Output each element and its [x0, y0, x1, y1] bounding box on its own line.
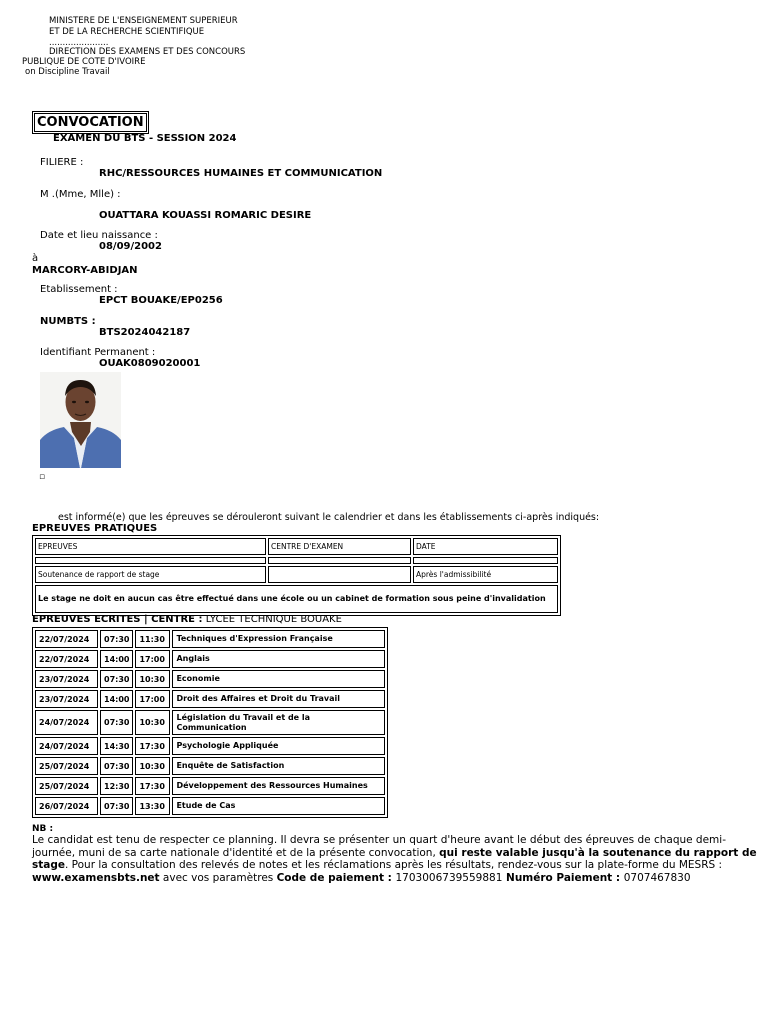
- end-time: 17:00: [135, 650, 170, 668]
- num-label: Numéro Paiement :: [502, 871, 624, 884]
- start-time: 07:30: [100, 630, 133, 648]
- row-centre: [268, 566, 411, 583]
- ecrites-center: LYCEE TECHNIQUE BOUAKE: [205, 614, 342, 625]
- start-time: 14:00: [100, 690, 133, 708]
- exam-date: 22/07/2024: [35, 650, 98, 668]
- nb-text-3: avec vos paramètres: [159, 871, 277, 884]
- start-time: 12:30: [100, 777, 133, 795]
- name-label: M .(Mme, Mlle) :: [40, 189, 121, 200]
- num-value: 0707467830: [623, 871, 691, 884]
- nb-label: NB :: [32, 824, 54, 834]
- empty-cell: [35, 557, 266, 564]
- end-time: 10:30: [135, 710, 170, 735]
- table-row: [35, 630, 385, 648]
- ministry-line-2: ET DE LA RECHERCHE SCIENTIFIQUE: [49, 27, 205, 37]
- table-row: [35, 777, 385, 795]
- exam-date: 22/07/2024: [35, 630, 98, 648]
- table-row: [35, 585, 558, 613]
- subject: Etude de Cas: [172, 797, 385, 815]
- code-label: Code de paiement :: [276, 871, 396, 884]
- filiere-label: FILIERE :: [40, 157, 84, 168]
- table-row: [35, 650, 385, 668]
- table-row: [35, 557, 558, 564]
- col-centre: CENTRE D'EXAMEN: [268, 538, 411, 555]
- numbts-label: NUMBTS :: [40, 316, 96, 327]
- exam-date: 23/07/2024: [35, 670, 98, 688]
- table-row: [35, 566, 558, 583]
- subject: Droit des Affaires et Droit du Travail: [172, 690, 385, 708]
- exam-date: 25/07/2024: [35, 757, 98, 775]
- start-time: 07:30: [100, 710, 133, 735]
- end-time: 17:30: [135, 737, 170, 755]
- empty-cell: [268, 557, 411, 564]
- table-row: [35, 797, 385, 815]
- col-date: DATE: [413, 538, 558, 555]
- empty-cell: [413, 557, 558, 564]
- start-time: 07:30: [100, 797, 133, 815]
- nb-text-1: Le candidat est tenu de respecter ce planning. Il devra se présenter un quart d'heure avant le début des épreuves de chaque demi-journée, muni de sa carte nationale d'identité et de la présente convocation,: [32, 834, 726, 859]
- birth-label: Date et lieu naissance :: [40, 230, 158, 241]
- small-square: ▫: [39, 472, 46, 482]
- etab-value: EPCT BOUAKE/EP0256: [99, 295, 223, 306]
- website-link: www.examensbts.net: [32, 871, 160, 884]
- start-time: 07:30: [100, 757, 133, 775]
- exam-date: 23/07/2024: [35, 690, 98, 708]
- exam-date: 24/07/2024: [35, 710, 98, 735]
- subject: Anglais: [172, 650, 385, 668]
- row-date: Après l'admissibilité: [413, 566, 558, 583]
- birth-a: à: [32, 253, 39, 264]
- table-row: [35, 710, 385, 735]
- birth-place: MARCORY-ABIDJAN: [32, 265, 138, 276]
- subject: Economie: [172, 670, 385, 688]
- birth-date: 08/09/2002: [99, 241, 162, 252]
- exam-date: 26/07/2024: [35, 797, 98, 815]
- table-row: [35, 737, 385, 755]
- nb-paragraph: [32, 834, 762, 884]
- info-sentence: est informé(e) que les épreuves se dérouleront suivant le calendrier et dans les établissements ci-après indiqués:: [58, 512, 600, 523]
- subject: Techniques d'Expression Française: [172, 630, 385, 648]
- pratiques-table: [32, 535, 561, 616]
- start-time: 14:00: [100, 650, 133, 668]
- subject: Psychologie Appliquée: [172, 737, 385, 755]
- end-time: 13:30: [135, 797, 170, 815]
- table-row: [35, 538, 558, 555]
- candidate-photo-image: [40, 372, 121, 468]
- nb-section: [32, 824, 762, 884]
- ecrites-heading-label: EPREUVES ECRITES | CENTRE :: [32, 614, 203, 625]
- subject: Enquête de Satisfaction: [172, 757, 385, 775]
- table-row: [35, 670, 385, 688]
- subject: Développement des Ressources Humaines: [172, 777, 385, 795]
- page-title: CONVOCATION: [34, 113, 147, 132]
- end-time: 17:30: [135, 777, 170, 795]
- title-box: [32, 111, 149, 134]
- etab-label: Etablissement :: [40, 284, 118, 295]
- row-epreuve: Soutenance de rapport de stage: [35, 566, 266, 583]
- ecrites-table: [32, 627, 388, 818]
- exam-date: 25/07/2024: [35, 777, 98, 795]
- nb-text-bold: qui reste valable jusqu'à la soutenance du rapport de stage: [32, 846, 757, 871]
- end-time: 10:30: [135, 670, 170, 688]
- nb-text-2: . Pour la consultation des relevés de notes et les réclamations après les résultats, rendez-vous sur la plate-forme du MESRS :: [65, 859, 723, 871]
- col-epreuves: EPREUVES: [35, 538, 266, 555]
- candidate-photo: [40, 372, 121, 468]
- motto-line: on Discipline Travail: [25, 67, 110, 77]
- end-time: 17:00: [135, 690, 170, 708]
- ecrites-heading: [32, 614, 342, 625]
- start-time: 07:30: [100, 670, 133, 688]
- exam-subtitle: EXAMEN DU BTS - SESSION 2024: [53, 133, 237, 144]
- republic-line: PUBLIQUE DE COTE D'IVOIRE: [22, 57, 146, 67]
- stage-note: Le stage ne doit en aucun cas être effectué dans une école ou un cabinet de formation sous peine d'invalidation: [35, 585, 558, 613]
- ministry-line-1: MINISTERE DE L'ENSEIGNEMENT SUPERIEUR: [49, 16, 238, 26]
- end-time: 11:30: [135, 630, 170, 648]
- table-row: [35, 690, 385, 708]
- name-value: OUATTARA KOUASSI ROMARIC DESIRE: [99, 210, 312, 221]
- exam-date: 24/07/2024: [35, 737, 98, 755]
- subject: Législation du Travail et de la Communication: [172, 710, 385, 735]
- code-value: 1703006739559881: [395, 871, 503, 884]
- end-time: 10:30: [135, 757, 170, 775]
- direction-line: DIRECTION DES EXAMENS ET DES CONCOURS: [49, 47, 246, 57]
- start-time: 14:30: [100, 737, 133, 755]
- pratiques-heading: EPREUVES PRATIQUES: [32, 523, 158, 534]
- numbts-value: BTS2024042187: [99, 327, 191, 338]
- filiere-value: RHC/RESSOURCES HUMAINES ET COMMUNICATION: [99, 168, 383, 179]
- table-row: [35, 757, 385, 775]
- ident-value: OUAK0809020001: [99, 358, 201, 369]
- header-dots: ......................: [49, 38, 109, 48]
- ident-label: Identifiant Permanent :: [40, 347, 156, 358]
